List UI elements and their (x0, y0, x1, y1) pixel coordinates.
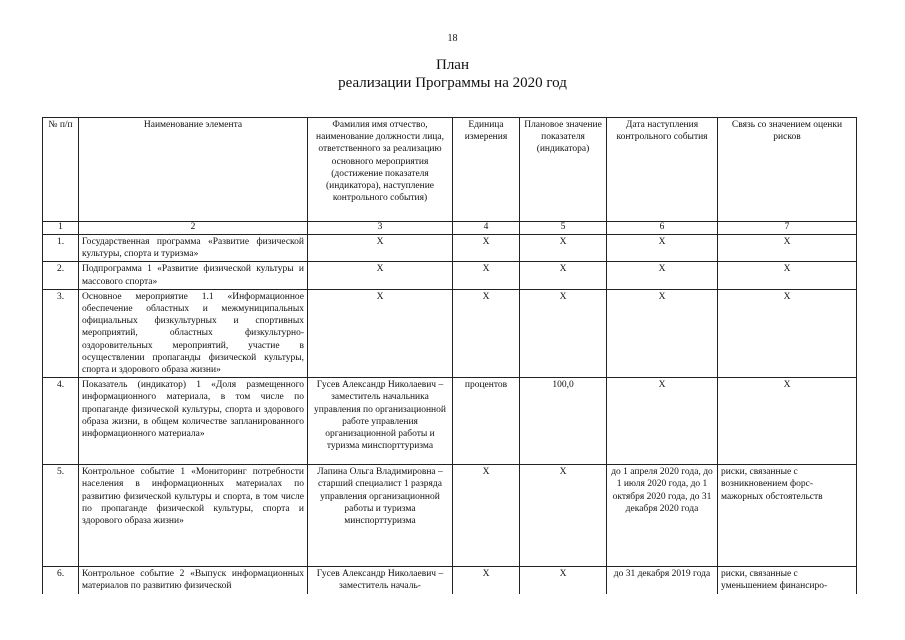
row-plan: 100,0 (520, 378, 607, 465)
row-name: Показатель (индикатор) 1 «Доля размещенного информационного материала, в том числе по пропаганде физической культуры, спорта и здорового образа жизни, в общем количестве запланированного информационного материала» (79, 378, 308, 465)
header-date: Дата наступления контрольного события (607, 118, 718, 222)
header-person: Фамилия имя отчество, наименование должности лица, ответственного за реализацию основного мероприятия (достижение показателя (индикатора), наступление контрольного события) (308, 118, 453, 222)
row-unit: X (453, 567, 520, 594)
table-row (43, 567, 857, 594)
row-num: 4. (43, 378, 79, 465)
row-risk: X (718, 235, 857, 262)
row-plan: X (520, 289, 607, 377)
table-row (43, 235, 857, 262)
page-number: 18 (447, 33, 458, 44)
column-number: 2 (79, 222, 308, 235)
column-number: 6 (607, 222, 718, 235)
row-num: 5. (43, 465, 79, 567)
header-row (43, 118, 857, 222)
column-number: 7 (718, 222, 857, 235)
row-risk: X (718, 289, 857, 377)
header-plan: Плановое значение показателя (индикатора) (520, 118, 607, 222)
row-risk: риски, связанные с уменьшением финансиро- (718, 567, 857, 594)
row-date: X (607, 378, 718, 465)
row-unit: X (453, 262, 520, 289)
column-number-row (43, 222, 857, 235)
row-person: Лапина Ольга Владимировна – старший специалист 1 разряда управления организационной работы и туризма минспорттуризма (308, 465, 453, 567)
page-title: План (435, 57, 469, 73)
row-plan: X (520, 235, 607, 262)
row-date: до 1 апреля 2020 года, до 1 июля 2020 года, до 1 октября 2020 года, до 31 декабря 2020 года (607, 465, 718, 567)
table-row (43, 465, 857, 567)
row-name: Основное мероприятие 1.1 «Информационное обеспечение областных и межмуниципальных официальных физкультурных и спортивных мероприятий, областных физкультурно-оздоровительных мероприятий, участие в осуществлении пропаганды физической культуры, спорта и здорового образа жизни» (79, 289, 308, 377)
row-person: Гусев Александр Николаевич – заместитель начальника управления по организационной работе управления организационной работы и туризма минспорттуризма (308, 378, 453, 465)
row-num: 6. (43, 567, 79, 594)
header-name: Наименование элемента (79, 118, 308, 222)
row-person: X (308, 289, 453, 377)
row-num: 2. (43, 262, 79, 289)
row-risk: X (718, 262, 857, 289)
row-name: Государственная программа «Развитие физической культуры, спорта и туризма» (79, 235, 308, 262)
row-unit: процентов (453, 378, 520, 465)
column-number: 3 (308, 222, 453, 235)
row-person: Гусев Александр Николаевич – заместитель началь- (308, 567, 453, 594)
row-name: Контрольное событие 1 «Мониторинг потребности населения в информационных материалах по развитию физической культуры и спорта, в том числе по пропаганде физической культуры, спорта и здорового образа жизни» (79, 465, 308, 567)
row-plan: X (520, 465, 607, 567)
row-risk: X (718, 378, 857, 465)
row-num: 1. (43, 235, 79, 262)
page-subtitle: реализации Программы на 2020 год (338, 75, 567, 91)
column-number: 4 (453, 222, 520, 235)
row-num: 3. (43, 289, 79, 377)
row-unit: X (453, 235, 520, 262)
header-unit: Единица измерения (453, 118, 520, 222)
row-name: Подпрограмма 1 «Развитие физической культуры и массового спорта» (79, 262, 308, 289)
row-plan: X (520, 262, 607, 289)
header-risk: Связь со значением оценки рисков (718, 118, 857, 222)
row-person: X (308, 235, 453, 262)
row-unit: X (453, 465, 520, 567)
row-person: X (308, 262, 453, 289)
row-name: Контрольное событие 2 «Выпуск информационных материалов по развитию физической (79, 567, 308, 594)
header-num: № п/п (43, 118, 79, 222)
plan-table (42, 117, 857, 594)
table-row (43, 378, 857, 465)
row-date: X (607, 235, 718, 262)
row-date: X (607, 262, 718, 289)
row-plan: X (520, 567, 607, 594)
row-date: до 31 декабря 2019 года (607, 567, 718, 594)
table-row (43, 262, 857, 289)
row-risk: риски, связанные с возникновением форс-мажорных обстоятельств (718, 465, 857, 567)
table-row (43, 289, 857, 377)
row-unit: X (453, 289, 520, 377)
row-date: X (607, 289, 718, 377)
column-number: 5 (520, 222, 607, 235)
column-number: 1 (43, 222, 79, 235)
